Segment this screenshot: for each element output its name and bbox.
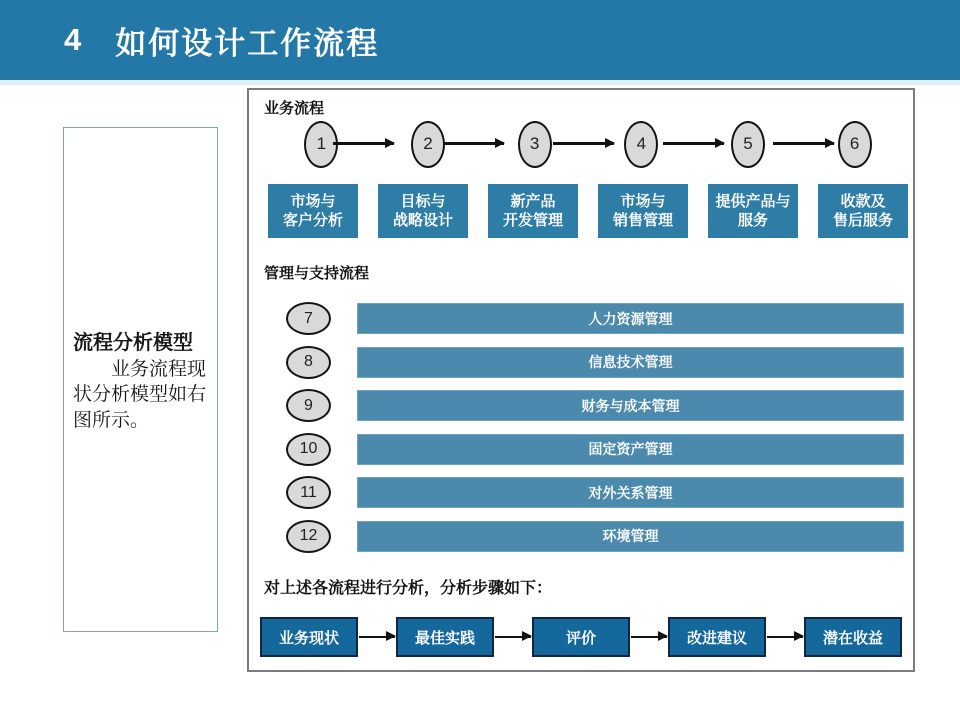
step-box-label: 客户分析 (282, 212, 343, 229)
step-box-label: 开发管理 (502, 212, 563, 229)
business-step-box-2 (378, 184, 468, 238)
management-row (249, 477, 913, 508)
flow-arrow (495, 636, 531, 639)
step-circle-9: 9 (286, 389, 331, 422)
management-bar: 信息技术管理 (357, 347, 904, 378)
business-step-box-4 (598, 184, 688, 238)
header-bar (0, 0, 960, 80)
business-step-box-5 (708, 184, 798, 238)
flow-arrow (773, 142, 834, 145)
step-circle-10: 10 (286, 433, 331, 466)
step-box-label: 售后服务 (832, 212, 893, 229)
business-step-box-1 (268, 184, 358, 238)
flow-arrow (631, 636, 667, 639)
note-title: 流程分析模型 (73, 332, 193, 355)
analysis-step-box-2: 最佳实践 (396, 617, 494, 657)
management-bar: 人力资源管理 (357, 303, 904, 334)
analysis-intro-label: 对上述各流程进行分析，分析步骤如下： (264, 580, 553, 597)
note-body: 业务流程现状分析模型如右图所示。 (73, 359, 207, 431)
management-row (249, 390, 913, 421)
flow-arrow (663, 142, 724, 145)
flow-arrow (443, 142, 504, 145)
step-box-label: 市场与 (620, 192, 666, 210)
management-row (249, 347, 913, 378)
analysis-flow-row (260, 617, 902, 657)
step-circle-6: 6 (838, 121, 872, 168)
step-box-label: 服务 (737, 212, 768, 229)
slide-number: 4 (64, 22, 82, 57)
step-box-label: 提供产品与 (715, 192, 791, 210)
step-box-label: 收款及 (840, 192, 886, 210)
flow-arrow (553, 142, 614, 145)
analysis-step-box-4: 改进建议 (668, 617, 766, 657)
management-row (249, 521, 913, 552)
business-flow-label: 业务流程 (264, 100, 325, 117)
step-circle-7: 7 (286, 302, 331, 335)
management-bar: 对外关系管理 (357, 477, 904, 508)
step-box-label: 战略设计 (392, 212, 453, 229)
step-box-label: 销售管理 (612, 212, 673, 229)
analysis-step-box-3: 评价 (532, 617, 630, 657)
flow-arrow (359, 636, 395, 639)
management-row (249, 303, 913, 334)
process-diagram-panel (247, 88, 915, 672)
management-bar: 固定资产管理 (357, 434, 904, 465)
step-box-label: 市场与 (290, 192, 336, 210)
business-step-box-6 (818, 184, 908, 238)
step-box-label: 目标与 (400, 192, 446, 210)
step-circle-5: 5 (731, 121, 765, 168)
step-circle-11: 11 (286, 476, 331, 509)
left-note-panel (63, 127, 218, 632)
analysis-step-box-1: 业务现状 (260, 617, 358, 657)
step-circle-3: 3 (518, 121, 552, 168)
step-circle-8: 8 (286, 346, 331, 379)
management-flow-label: 管理与支持流程 (264, 265, 370, 282)
header-underline (0, 80, 960, 85)
management-bar: 环境管理 (357, 521, 904, 552)
management-rows (249, 303, 913, 565)
business-step-box-3 (488, 184, 578, 238)
step-circle-12: 12 (286, 520, 331, 553)
step-box-label: 新产品 (510, 192, 556, 210)
step-circle-4: 4 (624, 121, 658, 168)
business-step-boxes-row (268, 184, 908, 238)
management-row (249, 434, 913, 465)
flow-arrow (333, 142, 394, 145)
step-circle-2: 2 (411, 121, 445, 168)
flow-arrow (767, 636, 803, 639)
management-bar: 财务与成本管理 (357, 390, 904, 421)
business-step-circles-row (268, 116, 908, 172)
step-circle-1: 1 (304, 121, 338, 168)
page-title: 如何设计工作流程 (115, 25, 380, 61)
analysis-step-box-5: 潜在收益 (804, 617, 902, 657)
